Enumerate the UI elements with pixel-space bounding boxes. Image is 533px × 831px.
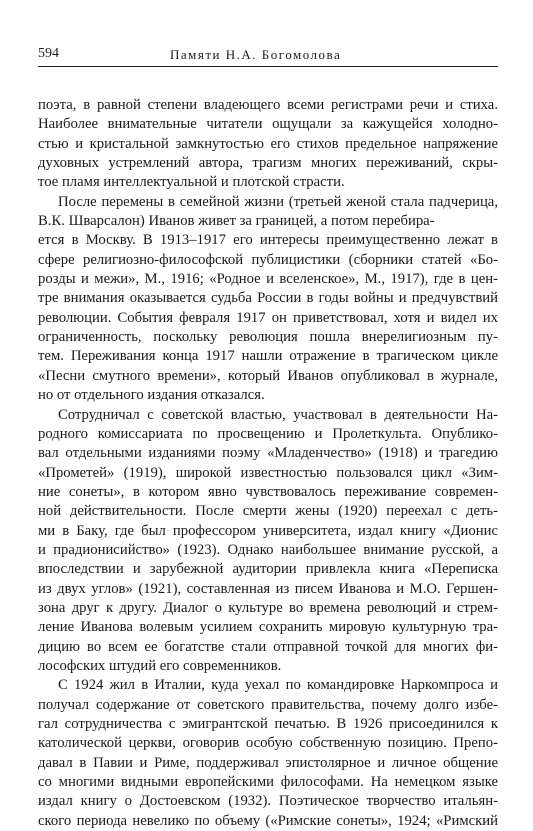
text-line: ется в Москву. В 1913–1917 его интересы преимущественно лежат в [38, 232, 498, 249]
text-line: сфере религиозно-философской публицистики (сборники статей «Бо- [38, 251, 498, 268]
text-line: дицию во всем ее богатстве стали отправной точкой для многих фи- [38, 638, 498, 655]
text-line: «Песни смутного времени», который Иванов опубликовал в журнале, [38, 367, 498, 384]
body-text [38, 96, 498, 831]
text-line: С 1924 жил в Италии, куда уехал по командировке Наркомпроса и [58, 677, 498, 694]
text-line: впоследствии и зарубежной аудитории привлекла книга «Переписка [38, 561, 498, 578]
text-line: стью и кристальной замкнутостью его стихов предельное напряжение [38, 135, 498, 152]
text-line: и прадионисийство» (1923). Однако наибольшее внимание русской, а [38, 541, 498, 558]
running-title: Памяти Н.А. Богомолова [170, 47, 342, 62]
text-line: лософских штудий его современников. [38, 657, 282, 674]
text-line: тем. Переживания конца 1917 нашли отражение в трагическом цикле [38, 348, 498, 365]
text-line: ление Иванова волевым усилием сохранить мировую культурную тра- [38, 619, 498, 636]
text-line: из двух углов» (1921), составленная из писем Иванова и М.О. Гершен- [38, 580, 498, 597]
text-line: ского периода невелико по объему («Римские сонеты», 1924; «Римский [38, 812, 498, 829]
text-line: католической церкви, оговорив особую собственную позицию. Препо- [38, 735, 498, 752]
text-line: получал содержание от советского правительства, почему долго избе- [38, 696, 498, 713]
text-line: Сотрудничал с советской властью, участвовал в деятельности На- [58, 406, 498, 423]
text-line: ограниченность, поскольку революция пошла внерелигиозным пу- [38, 329, 498, 346]
text-line-wrapped: После перемены в семейной жизни (третьей женой стала падчерица, В.К. Шварсалон) Иванов живет за границей, а потом перебира- [38, 193, 498, 230]
text-line: но от отдельного издания отказался. [38, 387, 265, 404]
paragraph [38, 676, 498, 831]
text-line: издал книгу о Достоевском (1932). Поэтическое творчество итальян- [38, 793, 498, 810]
text-line: вал отдельными изданиями поэму «Младенчество» (1918) и трагедию [38, 445, 498, 462]
text-line: ние сонеты», в котором явно чувствовалось переживание современ- [38, 483, 498, 500]
paragraph [38, 193, 498, 406]
text-line: тое пламя интеллектуальной и плотской страсти. [38, 174, 345, 191]
text-line: гал сотрудничества с эмигрантской печатью. В 1926 присоединился к [38, 716, 498, 732]
text-line: ми в Баку, где был профессором университета, издал книгу «Дионис [38, 522, 498, 539]
text-line: революции. События февраля 1917 он приветствовал, хотя и видел их [38, 309, 498, 326]
paragraph [38, 96, 498, 193]
text-line: духовных устремлений автора, трагизм многих переживаний, скры- [38, 155, 498, 172]
text-line: родного комиссариата по просвещению и Пролеткульта. Опублико- [38, 425, 498, 442]
text-line: зона друг к другу. Диалог о культуре во времена революций и стрем- [38, 599, 498, 616]
text-line: розды и межи», М., 1916; «Родное и вселенское», М., 1917), где в цен- [38, 271, 498, 288]
text-line: тре внимания оказывается судьба России в годы войны и предчувствий [38, 290, 498, 307]
running-header [38, 44, 498, 67]
text-line: Наиболее внимательные читатели ощущали за кажущейся холодно- [38, 116, 498, 133]
paragraph [38, 406, 498, 677]
text-line: со многими видными европейскими философами. На немецком языке [38, 774, 498, 791]
text-line: давал в Павии и Риме, поддерживал эпистолярное и личное общение [38, 754, 498, 771]
text-line: «Прометей» (1919), широкой известностью пользовался цикл «Зим- [38, 464, 498, 481]
text-line: ной действительности. После смерти жены (1920) переехал с деть- [38, 503, 498, 520]
text-line: поэта, в равной степени владеющего всеми регистрами речи и стиха. [38, 97, 498, 113]
page-number: 594 [38, 46, 59, 61]
